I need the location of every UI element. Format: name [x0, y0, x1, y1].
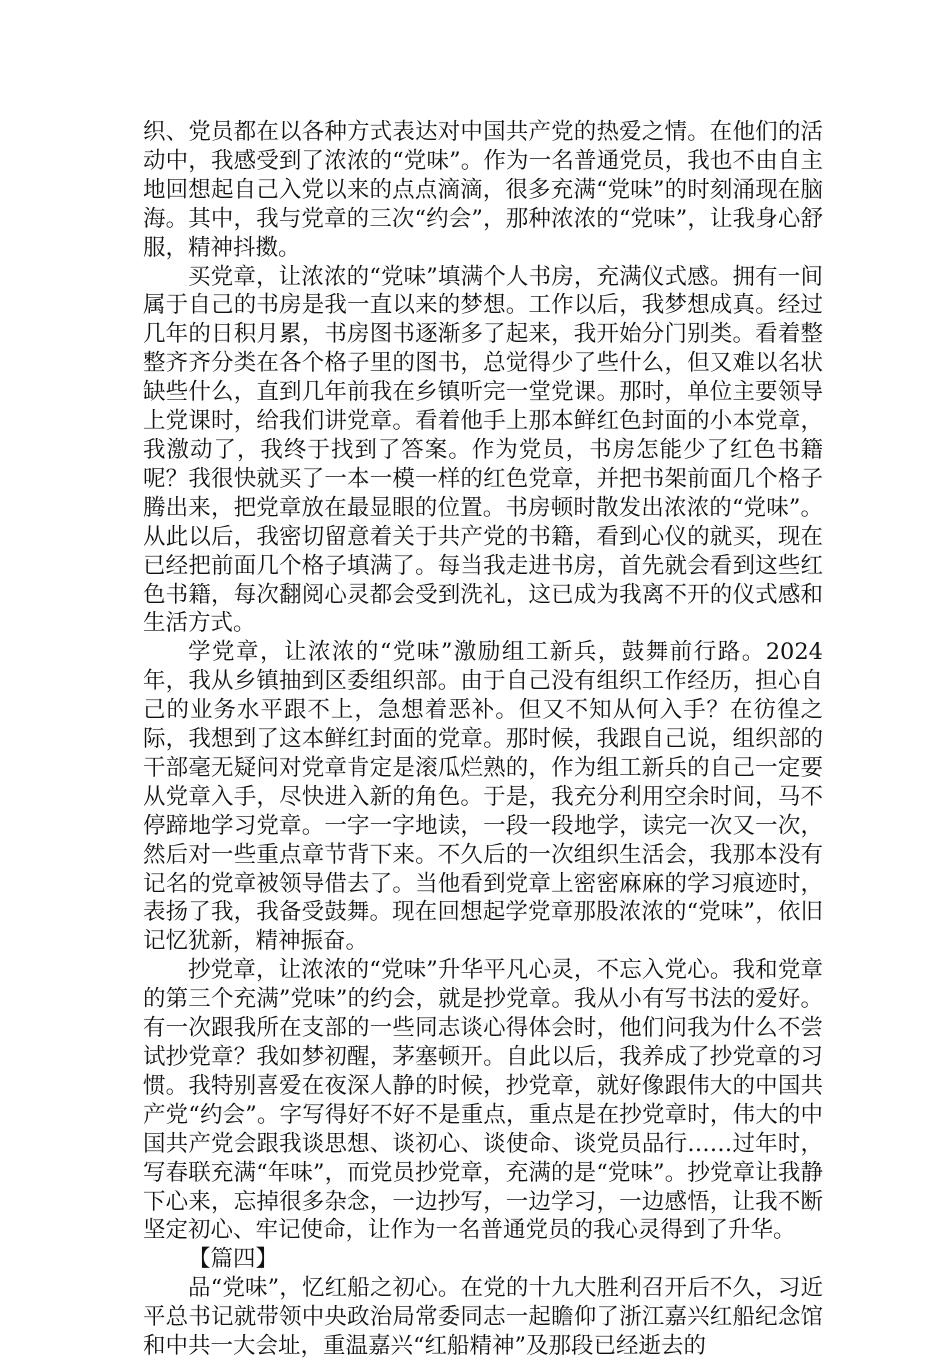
paragraph-buy-party-constitution: 买党章，让浓浓的“党味”填满个人书房，充满仪式感。拥有一间属于自己的书房是我一直以来的梦想。工作以后，我梦想成真。经过几年的日积月累，书房图书逐渐多了起来，我开始分门别类。看着整整齐齐分类在各个格子里的图书，总觉得少了些什么，但又难以名状缺些什么，直到几年前我在乡镇听完一堂党课。那时，单位主要领导上党课时，给我们讲党章。看着他手上那本鲜红色封面的小本党章，我激动了，我终于找到了答案。作为党员，书房怎能少了红色书籍呢？我很快就买了一本一模一样的红色党章，并把书架前面几个格子腾出来，把党章放在最显眼的位置。书房顿时散发出浓浓的“党味”。从此以后，我密切留意着关于共产党的书籍，看到心仪的就买，现在已经把前面几个格子填满了。每当我走进书房，首先就会看到这些红色书籍，每次翻阅心灵都会受到洗礼，这已成为我离不开的仪式感和生活方式。: [143, 263, 823, 637]
section-heading: 【篇四】: [188, 1246, 279, 1273]
paragraph-intro-continuation: 织、党员都在以各种方式表达对中国共产党的热爱之情。在他们的活动中，我感受到了浓浓的“党味”。作为一名普通党员，我也不由自主地回想起自己入党以来的点点滴滴，很多充满“党味”的时刻涌现在脑海。其中，我与党章的三次“约会”，那种浓浓的“党味”，让我身心舒服，精神抖擞。: [143, 119, 823, 261]
paragraph-red-boat: 品“党味”，忆红船之初心。在党的十九大胜利召开后不久，习近平总书记就带领中央政治局常委同志一起瞻仰了浙江嘉兴红船纪念馆和中共一大会址，重温嘉兴“红船精神”及那段已经逝去的: [143, 1275, 823, 1360]
document-body: [143, 118, 823, 1361]
paragraph-study-party-constitution: 学党章，让浓浓的“党味”激励组工新兵，鼓舞前行路。2024年，我从乡镇抽到区委组织部。由于自己没有组织工作经历，担心自己的业务水平跟不上，急想着恶补。但又不知从何入手？在彷徨之际，我想到了这本鲜红封面的党章。那时候，我跟自己说，组织部的干部毫无疑问对党章肯定是滚瓜烂熟的，作为组工新兵的自己一定要从党章入手，尽快进入新的角色。于是，我充分利用空余时间，马不停蹄地学习党章。一字一字地读，一段一段地学，读完一次又一次，然后对一些重点章节背下来。不久后的一次组织生活会，我那本没有记名的党章被领导借去了。当他看到党章上密密麻麻的学习痕迹时，表扬了我，我备受鼓舞。现在回想起学党章那股浓浓的“党味”，依旧记忆犹新，精神振奋。: [143, 639, 823, 955]
paragraph-copy-party-constitution: 抄党章，让浓浓的“党味”升华平凡心灵，不忘入党心。我和党章的第三个充满”党味”的约会，就是抄党章。我从小有写书法的爱好。有一次跟我所在支部的一些同志谈心得体会时，他们问我为什么不尝试抄党章？我如梦初醒，茅塞顿开。自此以后，我养成了抄党章的习惯。我特别喜爱在夜深人静的时候，抄党章，就好像跟伟大的中国共产党“约会”。字写得好不好不是重点，重点是在抄党章时，伟大的中国共产党会跟我谈思想、谈初心、谈使命、谈党员品行……过年时，写春联充满“年味”，而党员抄党章，充满的是“党味”。抄党章让我静下心来，忘掉很多杂念，一边抄写，一边学习，一边感悟，让我不断坚定初心、牢记使命，让作为一名普通党员的我心灵得到了升华。: [143, 957, 823, 1244]
